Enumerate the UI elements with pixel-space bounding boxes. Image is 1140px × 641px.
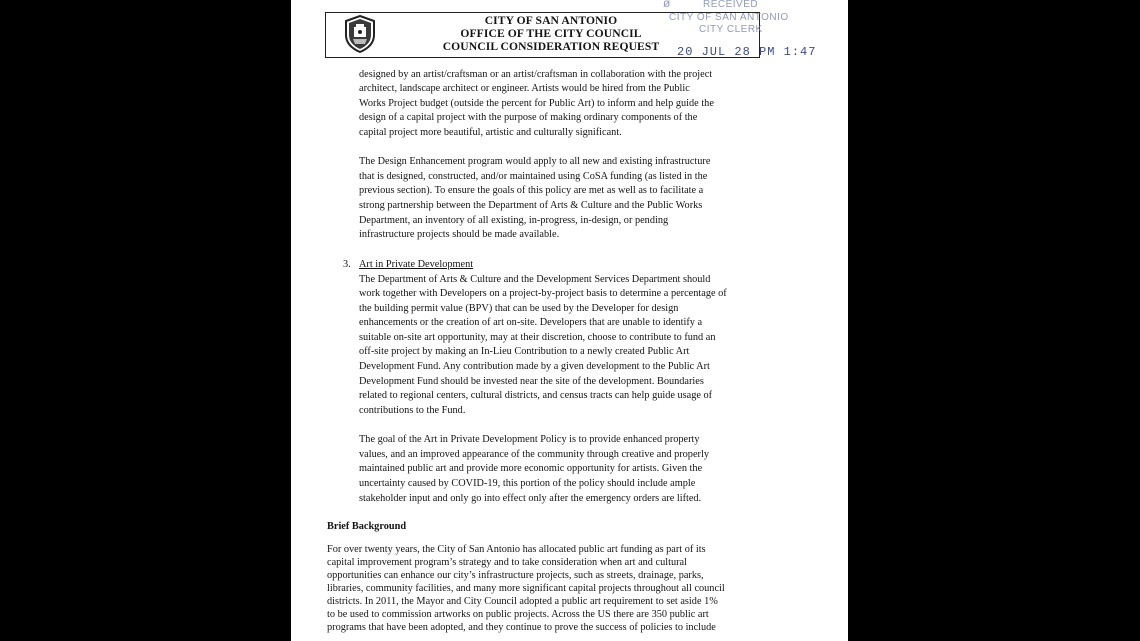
paragraph-line: For over twenty years, the City of San Antonio has allocated public art funding as part of its <box>327 544 706 555</box>
section-heading: Brief Background <box>327 521 407 532</box>
document-page <box>291 0 848 641</box>
paragraph-line: infrastructure projects should be made available. <box>359 229 560 240</box>
paragraph-line: districts. In 2011, the Mayor and City Council adopted a public art requirement to set aside 1% <box>327 596 718 607</box>
stamp-clerk: CITY CLERK <box>699 24 763 35</box>
paragraph-line: previous section). To ensure the goals of this policy are met as well as to facilitate a <box>359 185 704 196</box>
paragraph-line: opportunities can enhance our city’s infrastructure projects, such as streets, drainage, parks, <box>327 570 704 581</box>
list-item-number: 3. <box>343 259 351 270</box>
paragraph-line: libraries, community facilities, and many more significant capital projects throughout all council <box>327 583 725 594</box>
paragraph-line: to be used to commission artworks on public projects. Across the US there are 350 public art <box>327 609 709 620</box>
paragraph-line: architect, landscape architect or engineer. Artists would be hired from the Public <box>359 83 690 94</box>
paragraph-line: programs that have been adopted, and they continue to prove the success of policies to include <box>327 622 716 633</box>
list-item-title: Art in Private Development <box>359 259 474 270</box>
header-title-office: OFFICE OF THE CITY COUNCIL <box>460 27 642 40</box>
paragraph-line: design of a capital project with the purpose of making ordinary components of the <box>359 112 698 123</box>
paragraph-line: values, and an improved appearance of the community through creative and properly <box>359 449 709 460</box>
paragraph-line: work together with Developers on a project-by-project basis to determine a percentage of <box>359 288 727 299</box>
paragraph-line: The goal of the Art in Private Development Policy is to provide enhanced property <box>359 434 700 445</box>
paragraph-line: uncertainty caused by COVID-19, this portion of the policy should include ample <box>359 478 696 489</box>
paragraph-line: enhancements or the creation of art on-site. Developers that are unable to identify a <box>359 317 703 328</box>
stamp-date: 20 JUL 28 PM 1:47 <box>677 45 817 59</box>
paragraph-line: The Department of Arts & Culture and the Development Services Department should <box>359 274 711 285</box>
city-seal-icon <box>343 15 377 53</box>
header-title-city: CITY OF SAN ANTONIO <box>484 14 618 27</box>
paragraph-line: Department, an inventory of all existing, in-progress, in-design, or pending <box>359 215 669 226</box>
paragraph-line: that is designed, constructed, and/or maintained using CoSA funding (as listed in the <box>359 171 708 182</box>
paragraph-line: Works Project budget (outside the percent for Public Art) to inform and help guide the <box>359 98 714 109</box>
paragraph-line: strong partnership between the Department of Arts & Culture and the Public Works <box>359 200 703 211</box>
header-title-request: COUNCIL CONSIDERATION REQUEST <box>442 40 660 53</box>
stamp-received: RECEIVED <box>703 0 759 10</box>
paragraph-line: related to regional centers, cultural districts, and census tracts can help guide usage of <box>359 390 713 401</box>
paragraph-line: suitable on-site art opportunity, may at their discretion, choose to contribute to fund an <box>359 332 716 343</box>
paragraph-line: stakeholder input and only go into effect only after the emergency orders are lifted. <box>359 493 702 504</box>
stamp-city: CITY OF SAN ANTONIO <box>669 12 789 23</box>
paragraph-line: contributions to the Fund. <box>359 405 466 416</box>
paragraph-line: off-site project by making an In-Lieu Contribution to a newly created Public Art <box>359 346 690 357</box>
paragraph-line: Development Fund should be invested near the site of the development. Boundaries <box>359 376 704 387</box>
paragraph-line: capital project more beautiful, artistic and culturally significant. <box>359 127 622 138</box>
paragraph-line: the building permit value (BPV) that can be used by the Developer for design <box>359 303 679 314</box>
paragraph-line: capital improvement program’s strategy and to take consideration when art and cultural <box>327 557 687 568</box>
paragraph-line: Development Fund. Any contribution made by a given development to the Public Art <box>359 361 710 372</box>
paragraph-line: designed by an artist/craftsman or an artist/craftsman in collaboration with the project <box>359 69 713 80</box>
paragraph-line: maintained public art and provide more economic opportunity for artists. Given the <box>359 463 703 474</box>
stamp-mark: ø <box>663 0 671 10</box>
paragraph-line: The Design Enhancement program would apply to all new and existing infrastructure <box>359 156 711 167</box>
